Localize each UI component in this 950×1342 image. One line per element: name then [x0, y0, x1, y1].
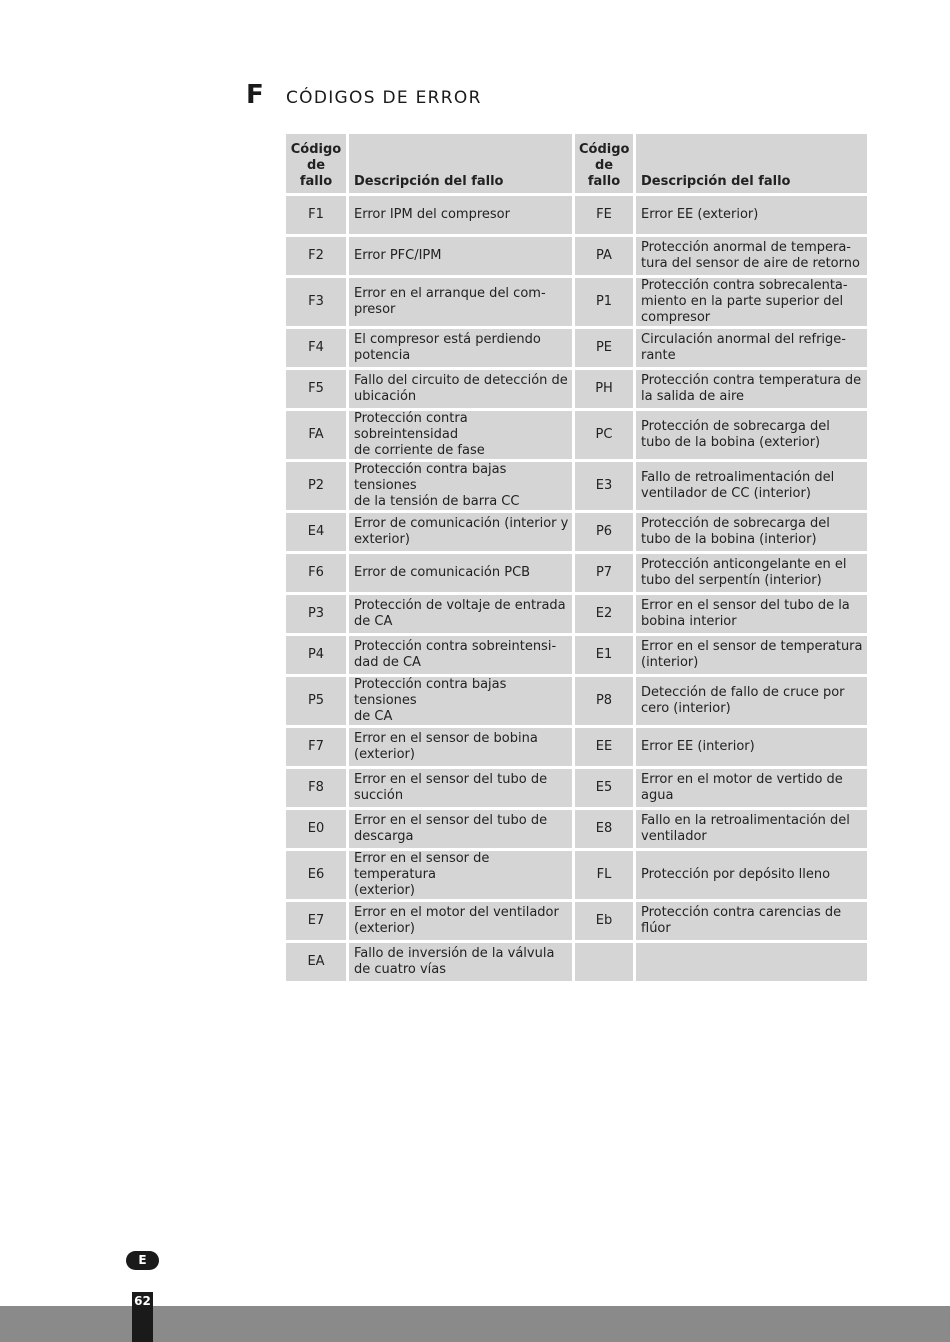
fault-description-cell — [636, 943, 867, 984]
error-code-cell: E4 — [286, 513, 349, 554]
description-line: Fallo en la retroalimentación del — [641, 813, 850, 828]
error-code-cell: E6 — [286, 851, 349, 902]
description-line: Fallo del circuito de detección de — [354, 373, 568, 388]
description-line: Protección contra bajas tensiones — [354, 677, 507, 708]
table-header-row — [286, 134, 867, 196]
description-line: (exterior) — [354, 883, 415, 898]
description-line: agua — [641, 788, 674, 803]
error-code-cell: F1 — [286, 196, 349, 237]
error-code-cell: P1 — [575, 278, 636, 329]
error-code-cell: P4 — [286, 636, 349, 677]
table-row — [286, 462, 867, 513]
error-code-cell: P2 — [286, 462, 349, 513]
fault-description-cell — [636, 902, 867, 943]
fault-description-cell — [349, 370, 575, 411]
fault-description-cell: Error EE (exterior) — [636, 196, 867, 237]
header-desc-right: Descripción del fallo — [636, 134, 867, 196]
fault-description-cell: Error EE (interior) — [636, 728, 867, 769]
error-code-cell: P5 — [286, 677, 349, 728]
description-line: Protección contra bajas tensiones — [354, 462, 507, 493]
description-line: exterior) — [354, 532, 410, 547]
table-row — [286, 411, 867, 462]
description-line: Protección de sobrecarga del — [641, 419, 830, 434]
description-line: Fallo de inversión de la válvula — [354, 946, 555, 961]
fault-description-cell — [636, 462, 867, 513]
description-line: de CA — [354, 709, 393, 724]
table-row — [286, 370, 867, 411]
fault-description-cell — [349, 728, 575, 769]
error-code-cell: E5 — [575, 769, 636, 810]
error-code-cell: E1 — [575, 636, 636, 677]
description-line: tubo de la bobina (interior) — [641, 532, 817, 547]
description-line: de corriente de fase — [354, 443, 485, 458]
description-line: Protección anticongelante en el — [641, 557, 847, 572]
description-line: Error en el motor del ventilador — [354, 905, 559, 920]
table-row — [286, 554, 867, 595]
error-code-cell: PE — [575, 329, 636, 370]
fault-description-cell — [349, 513, 575, 554]
description-line: ventilador de CC (interior) — [641, 486, 811, 501]
error-code-cell: E8 — [575, 810, 636, 851]
error-code-cell: P8 — [575, 677, 636, 728]
fault-description-cell — [349, 462, 575, 513]
error-code-cell: F2 — [286, 237, 349, 278]
description-line: Error en el sensor del tubo de la — [641, 598, 850, 613]
description-line: rante — [641, 348, 676, 363]
description-line: Circulación anormal del refrige- — [641, 332, 846, 347]
table-row — [286, 728, 867, 769]
header-line: Código — [290, 142, 342, 157]
header-code-right — [575, 134, 636, 196]
table-row — [286, 943, 867, 984]
table-row — [286, 769, 867, 810]
description-line: tura del sensor de aire de retorno — [641, 256, 860, 271]
error-code-cell: FA — [286, 411, 349, 462]
fault-description-cell — [349, 851, 575, 902]
language-badge: E — [126, 1251, 159, 1270]
error-code-cell: E0 — [286, 810, 349, 851]
section-letter: F — [246, 80, 264, 110]
error-codes-table — [286, 134, 867, 984]
error-code-cell: E3 — [575, 462, 636, 513]
table-row — [286, 513, 867, 554]
description-line: Detección de fallo de cruce por — [641, 685, 845, 700]
table-row — [286, 329, 867, 370]
description-line: Error en el sensor del tubo de — [354, 813, 548, 828]
fault-description-cell — [349, 278, 575, 329]
description-line: Protección contra sobrecalenta- — [641, 278, 848, 293]
fault-description-cell — [349, 595, 575, 636]
fault-description-cell — [636, 677, 867, 728]
description-line: Error en el motor de vertido de — [641, 772, 843, 787]
error-code-cell: F8 — [286, 769, 349, 810]
header-desc-left: Descripción del fallo — [349, 134, 575, 196]
description-line: Error en el sensor de temperatura — [641, 639, 863, 654]
table-row — [286, 851, 867, 902]
description-line: Protección contra sobreintensidad — [354, 411, 468, 442]
table-row — [286, 237, 867, 278]
error-code-cell: E7 — [286, 902, 349, 943]
fault-description-cell — [636, 329, 867, 370]
fault-description-cell — [349, 769, 575, 810]
fault-description-cell: Error PFC/IPM — [349, 237, 575, 278]
description-line: Protección anormal de tempera- — [641, 240, 851, 255]
description-line: (interior) — [641, 655, 699, 670]
description-line: Protección de sobrecarga del — [641, 516, 830, 531]
description-line: cero (interior) — [641, 701, 731, 716]
error-code-cell: PA — [575, 237, 636, 278]
error-code-cell: F3 — [286, 278, 349, 329]
fault-description-cell: Error IPM del compresor — [349, 196, 575, 237]
description-line: Protección contra temperatura de — [641, 373, 862, 388]
description-line: la salida de aire — [641, 389, 745, 404]
table-row — [286, 595, 867, 636]
fault-description-cell: Protección por depósito lleno — [636, 851, 867, 902]
description-line: El compresor está perdiendo — [354, 332, 541, 347]
error-code-cell: PH — [575, 370, 636, 411]
fault-description-cell — [636, 513, 867, 554]
error-code-cell: F4 — [286, 329, 349, 370]
description-line: Fallo de retroalimentación del — [641, 470, 835, 485]
error-code-cell: F7 — [286, 728, 349, 769]
fault-description-cell — [349, 411, 575, 462]
description-line: Error en el sensor del tubo de — [354, 772, 548, 787]
error-code-cell: EA — [286, 943, 349, 984]
description-line: Error en el sensor de bobina — [354, 731, 538, 746]
description-line: tubo de la bobina (exterior) — [641, 435, 821, 450]
description-line: ventilador — [641, 829, 707, 844]
description-line: de cuatro vías — [354, 962, 447, 977]
error-code-cell: FL — [575, 851, 636, 902]
table-row — [286, 278, 867, 329]
table-row — [286, 196, 867, 237]
fault-description-cell — [636, 595, 867, 636]
fault-description-cell — [636, 636, 867, 677]
fault-description-cell — [349, 636, 575, 677]
fault-description-cell — [636, 370, 867, 411]
description-line: flúor — [641, 921, 671, 936]
fault-description-cell — [636, 237, 867, 278]
section-title: CÓDIGOS DE ERROR — [286, 88, 482, 108]
description-line: Error en el arranque del com- — [354, 286, 546, 301]
error-code-cell: P7 — [575, 554, 636, 595]
error-code-cell: F5 — [286, 370, 349, 411]
fault-description-cell — [349, 943, 575, 984]
description-line: miento en la parte superior del — [641, 294, 844, 309]
description-line: (exterior) — [354, 921, 415, 936]
fault-description-cell — [636, 278, 867, 329]
description-line: compresor — [641, 310, 711, 325]
fault-description-cell — [349, 677, 575, 728]
description-line: potencia — [354, 348, 411, 363]
table-row — [286, 810, 867, 851]
error-code-cell: P3 — [286, 595, 349, 636]
description-line: de CA — [354, 614, 393, 629]
fault-description-cell — [349, 902, 575, 943]
description-line: Protección contra sobreintensi- — [354, 639, 557, 654]
error-code-cell: P6 — [575, 513, 636, 554]
header-line: de — [594, 158, 614, 173]
fault-description-cell — [636, 810, 867, 851]
fault-description-cell — [349, 810, 575, 851]
header-line: fallo — [587, 174, 621, 189]
description-line: Protección contra carencias de — [641, 905, 842, 920]
description-line: bobina interior — [641, 614, 737, 629]
description-line: (exterior) — [354, 747, 415, 762]
table-row — [286, 902, 867, 943]
description-line: presor — [354, 302, 396, 317]
error-code-cell: FE — [575, 196, 636, 237]
description-line: tubo del serpentín (interior) — [641, 573, 822, 588]
error-code-cell: Eb — [575, 902, 636, 943]
header-code-left — [286, 134, 349, 196]
header-line: de fallo — [299, 158, 333, 189]
error-code-cell: E2 — [575, 595, 636, 636]
description-line: ubicación — [354, 389, 417, 404]
error-code-cell — [575, 943, 636, 984]
fault-description-cell: Error de comunicación PCB — [349, 554, 575, 595]
table-row — [286, 677, 867, 728]
fault-description-cell — [636, 554, 867, 595]
fault-description-cell — [636, 769, 867, 810]
description-line: Error de comunicación (interior y — [354, 516, 569, 531]
error-code-cell: EE — [575, 728, 636, 769]
fault-description-cell — [349, 329, 575, 370]
table-body — [286, 196, 867, 984]
description-line: descarga — [354, 829, 414, 844]
description-line: Protección de voltaje de entrada — [354, 598, 566, 613]
page-number: 62 — [134, 1294, 151, 1308]
header-line: Código — [579, 142, 630, 157]
error-code-cell: PC — [575, 411, 636, 462]
description-line: Error en el sensor de temperatura — [354, 851, 490, 882]
fault-description-cell — [636, 411, 867, 462]
description-line: succión — [354, 788, 404, 803]
description-line: dad de CA — [354, 655, 421, 670]
table-row — [286, 636, 867, 677]
description-line: de la tensión de barra CC — [354, 494, 520, 509]
error-code-cell: F6 — [286, 554, 349, 595]
